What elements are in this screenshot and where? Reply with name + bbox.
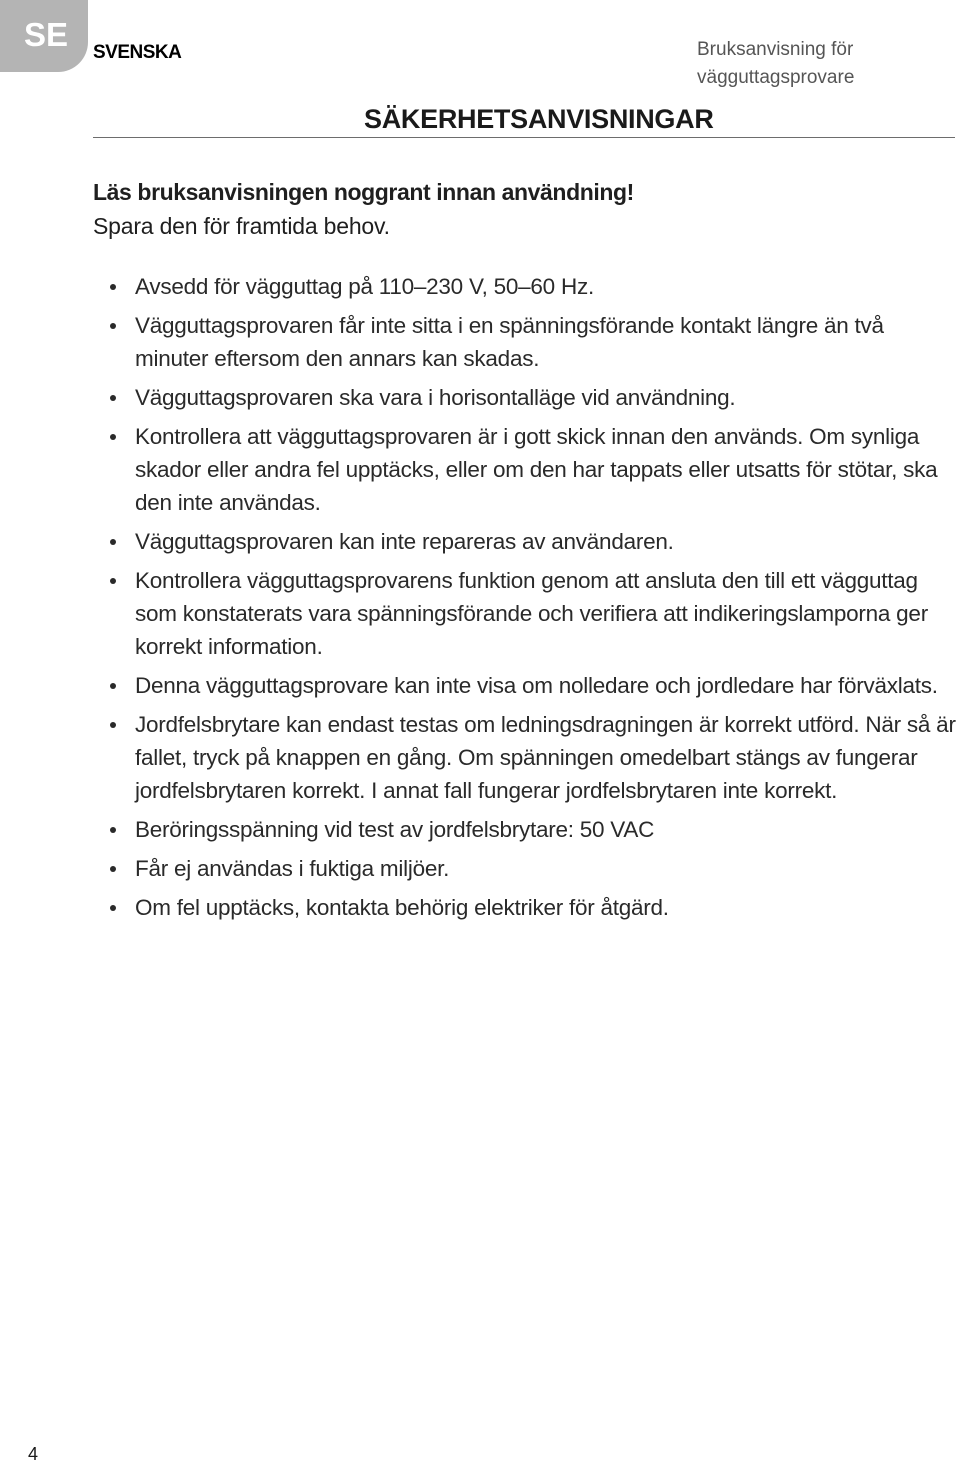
language-code: SE: [24, 16, 69, 53]
list-item: [93, 708, 958, 807]
header-divider: [93, 137, 955, 138]
list-item: [93, 852, 958, 885]
page-number: 4: [28, 1444, 39, 1464]
list-item: [93, 381, 958, 414]
list-item-text: Vägguttagsprovaren kan inte repareras av användaren.: [135, 529, 674, 554]
bullet-icon: [110, 578, 116, 584]
list-item-text: Avsedd för vägguttag på 110–230 V, 50–60 Hz.: [135, 274, 594, 299]
list-item: [93, 270, 958, 303]
list-item-text: Denna vägguttagsprovare kan inte visa om nolledare och jordledare har förväxlats.: [135, 673, 938, 698]
bullet-icon: [110, 434, 116, 440]
intro-note: Spara den för framtida behov.: [93, 213, 390, 239]
document-title: [697, 36, 897, 92]
bullet-icon: [110, 284, 116, 290]
list-item: [93, 420, 958, 519]
list-item-text: Beröringsspänning vid test av jordfelsbrytare: 50 VAC: [135, 817, 655, 842]
bullet-icon: [110, 395, 116, 401]
list-item: [93, 669, 958, 702]
list-item: [93, 525, 958, 558]
language-tab: [0, 0, 88, 72]
bullet-icon: [110, 539, 116, 545]
bullet-icon: [110, 683, 116, 689]
bullet-icon: [110, 323, 116, 329]
bullet-icon: [110, 866, 116, 872]
section-heading: SÄKERHETSANVISNINGAR: [364, 104, 714, 134]
intro-text: [93, 175, 634, 243]
list-item: [93, 309, 958, 375]
document-title-line-2: vägguttagsprovare: [697, 67, 855, 88]
list-item-text: Kontrollera vägguttagsprovarens funktion genom att ansluta den till ett vägguttag som konstaterats vara spänningsförande och verifiera att indikeringslamporna ger korrekt information.: [135, 568, 928, 659]
list-item-text: Vägguttagsprovaren ska vara i horisontalläge vid användning.: [135, 385, 736, 410]
list-item-text: Jordfelsbrytare kan endast testas om ledningsdragningen är korrekt utförd. När så är fallet, tryck på knappen en gång. Om spänningen omedelbart stängs av fungerar jordfelsbrytaren korrekt. I annat fall fungerar jordfelsbrytaren inte korrekt.: [135, 712, 956, 803]
list-item-text: Vägguttagsprovaren får inte sitta i en spänningsförande kontakt längre än två minuter eftersom den annars kan skadas.: [135, 313, 884, 371]
bullet-icon: [110, 722, 116, 728]
list-item: [93, 564, 958, 663]
safety-instructions-list: [93, 270, 958, 930]
intro-warning: Läs bruksanvisningen noggrant innan användning!: [93, 179, 634, 205]
list-item: [93, 813, 958, 846]
document-title-line-1: Bruksanvisning för: [697, 39, 854, 60]
list-item-text: Om fel upptäcks, kontakta behörig elektriker för åtgärd.: [135, 895, 669, 920]
list-item: [93, 891, 958, 924]
list-item-text: Får ej användas i fuktiga miljöer.: [135, 856, 450, 881]
bullet-icon: [110, 827, 116, 833]
bullet-icon: [110, 905, 116, 911]
list-item-text: Kontrollera att vägguttagsprovaren är i gott skick innan den används. Om synliga skador eller andra fel upptäcks, eller om den har tappats eller utsatts för stötar, ska den inte användas.: [135, 424, 938, 515]
language-name: SVENSKA: [93, 42, 182, 63]
